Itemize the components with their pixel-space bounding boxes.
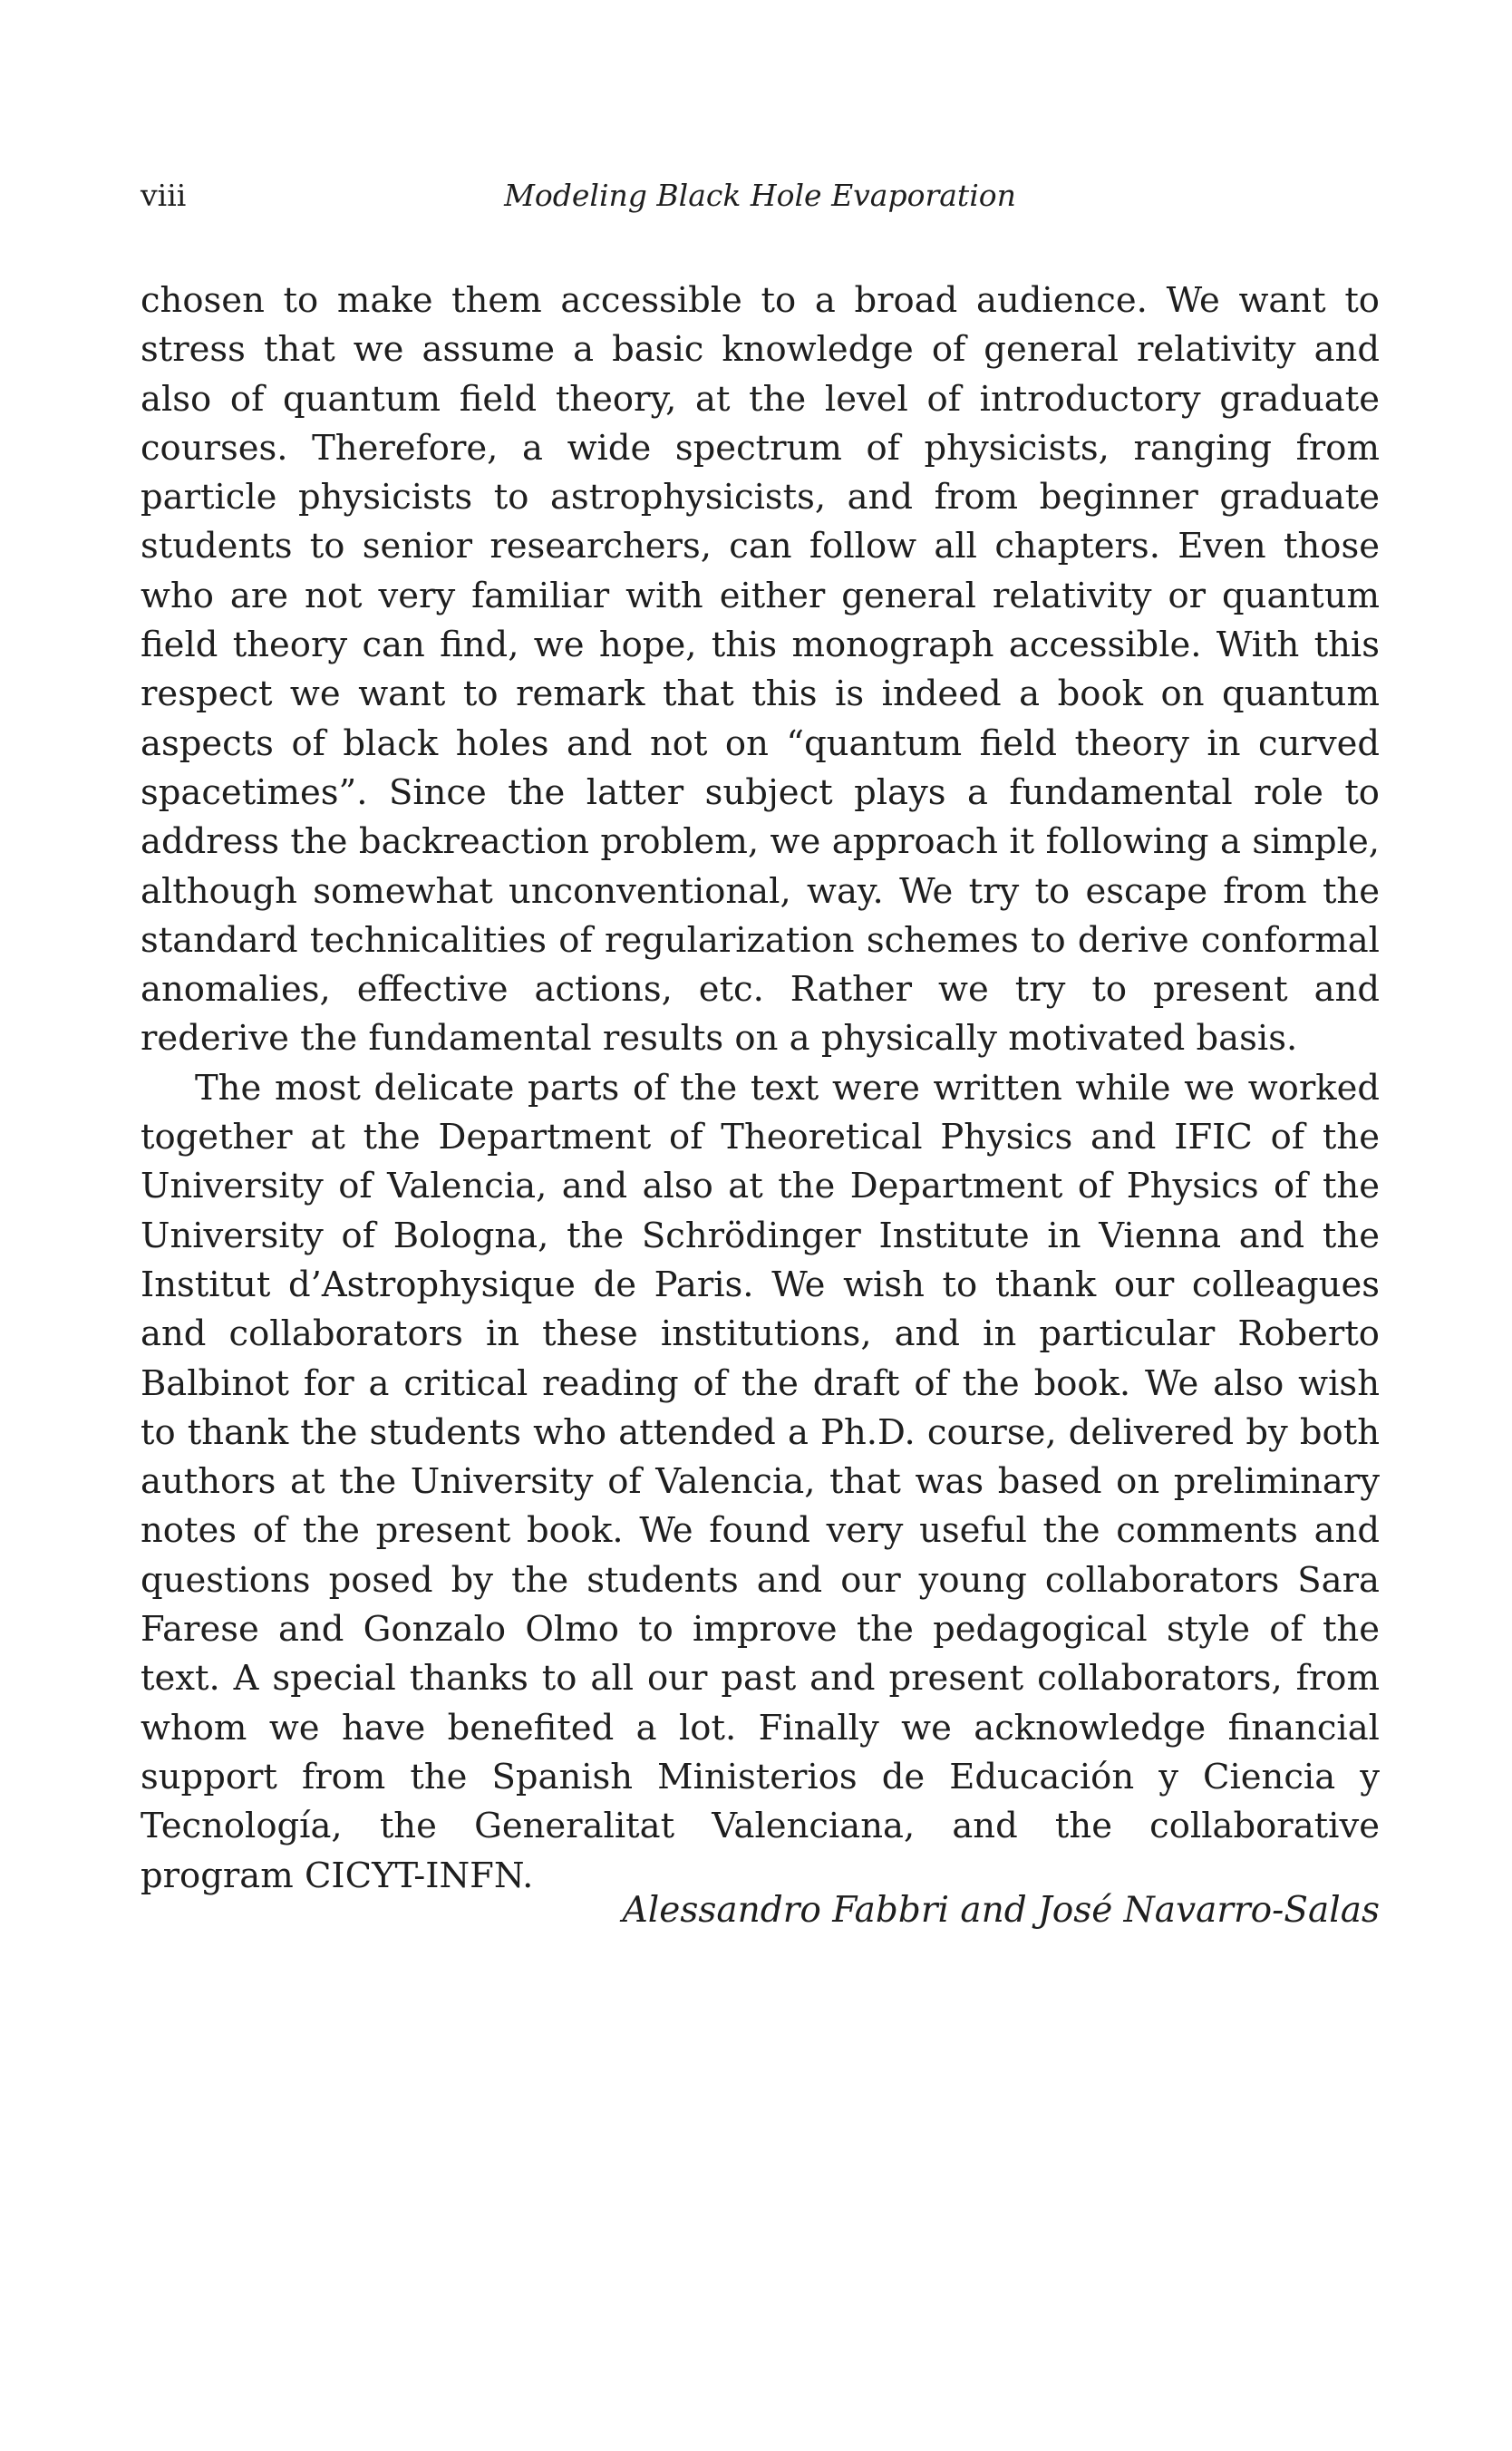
paragraph: The most delicate parts of the text were written while we worked together at the Department of Theoretical Physics and IFIC of the University of Valencia, and also at the Department of Physics of the University of Bologna, the Schrödinger Institute in Vienna and the Institut d’Astrophysique de Paris. We wish to thank our colleagues and collaborators in these institutions, and in particular Roberto Balbinot for a critical reading of the draft of the book. We also wish to thank the students who attended a Ph.D. course, delivered by both authors at the University of Valencia, that was based on preliminary notes of the present book. We found very useful the comments and questions posed by the students and our young collaborators Sara Farese and Gonzalo Olmo to improve the pedagogical style of the text. A special thanks to all our past and present collaborators, from whom we have benefited a lot. Finally we acknowledge financial support from the Spanish Ministerios de Educación y Ciencia y Tecnología, the Generalitat Valenciana, and the collaborative program CICYT-INFN. xyxy=(141,1067,1380,1896)
running-title: Modeling Black Hole Evaporation xyxy=(504,178,1016,213)
paragraph: chosen to make them accessible to a broad audience. We want to stress that we assume a basic knowledge of general relativity and also of quantum field theory, at the level of introductory graduate courses. Therefore, a wide spectrum of physicists, ranging from particle physicists to astrophysicists, and from beginner graduate students to senior researchers, can follow all chapters. Even those who are not very familiar with either general relativity or quantum field theory can find, we hope, this monograph accessible. With this respect we want to remark that this is indeed a book on quantum aspects of black holes and not on “quantum field theory in curved spacetimes”. Since the latter subject plays a fundamental role to address the backreaction problem, we approach it following a simple, although somewhat unconventional, way. We try to escape from the standard technicalities of regularization schemes to derive conformal anomalies, effective actions, etc. Rather we try to present and rederive the fundamental results on a physically motivated basis. xyxy=(141,280,1380,1060)
author-signature: Alessandro Fabbri and José Navarro-Salas xyxy=(622,1890,1380,1931)
page-header xyxy=(141,178,1380,223)
body-text xyxy=(141,276,1380,1901)
page-number: viii xyxy=(141,178,187,213)
